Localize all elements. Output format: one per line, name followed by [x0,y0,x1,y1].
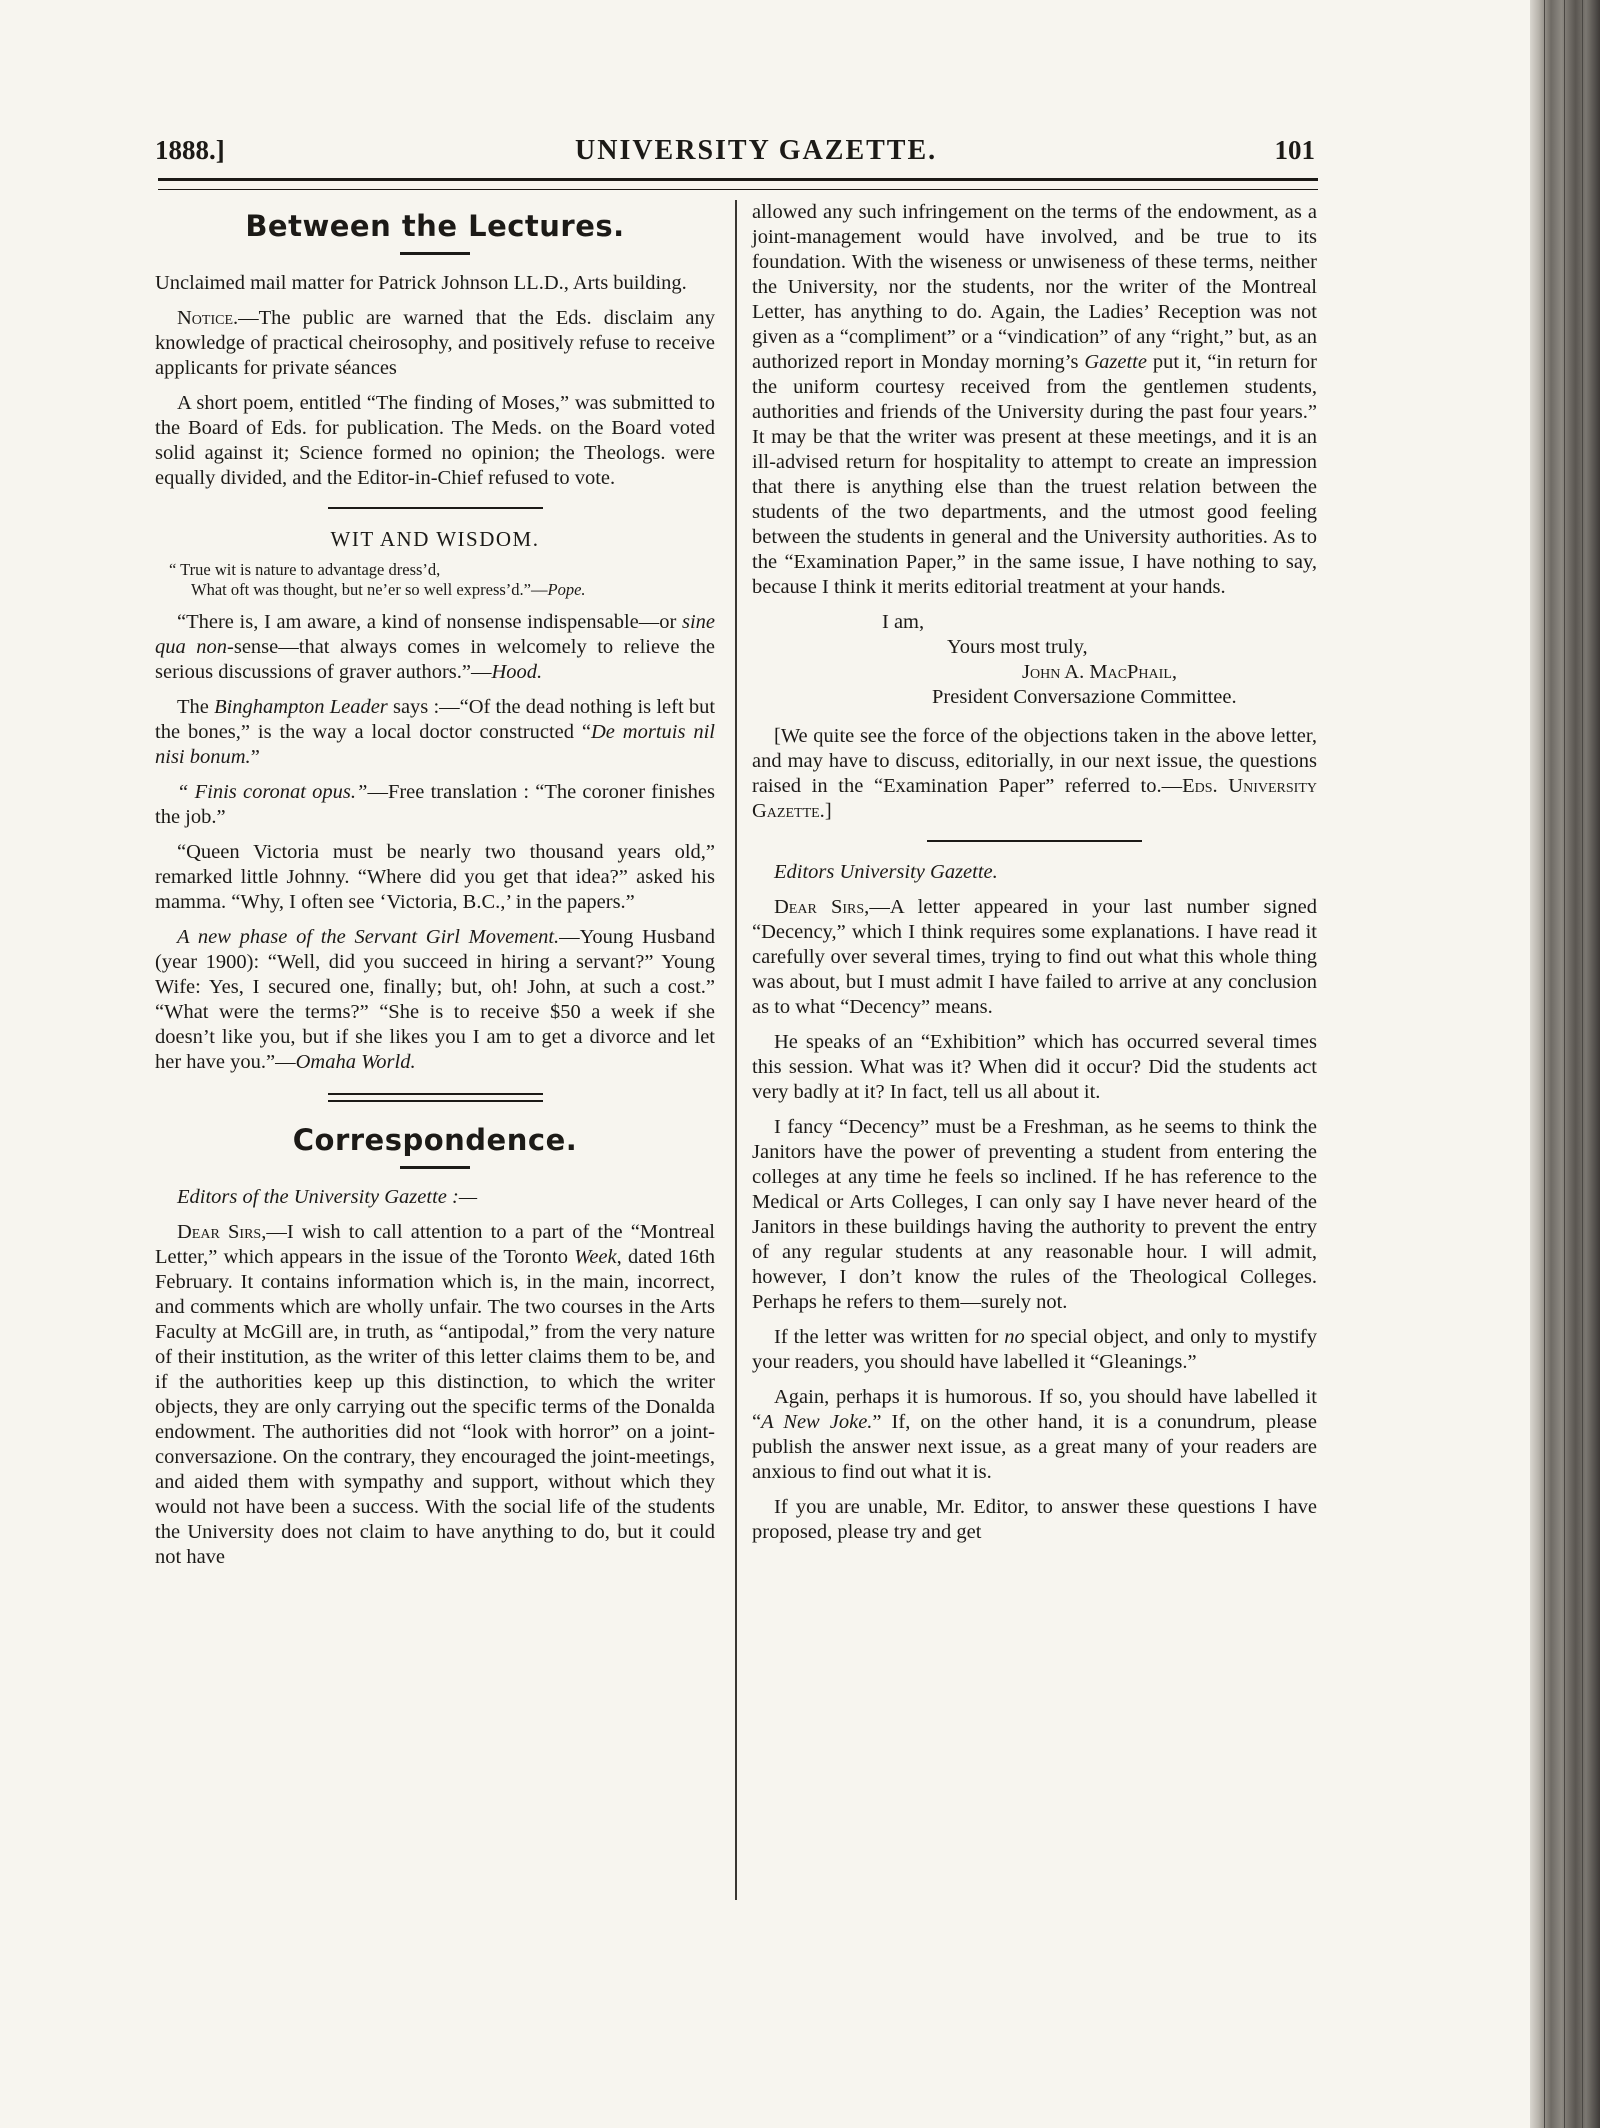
divider-rule [927,840,1142,842]
salutation: Editors of the University Gazette :— [177,1186,478,1208]
text-italic: A new phase of the Servant Girl Movement. [177,926,560,948]
signoff-name: John A. MacPhail, [1022,661,1177,683]
signature-block [752,610,1317,710]
paragraph: “Queen Victoria must be nearly two thousand years old,” remarked little Johnny. “Where did you get that idea?” asked his mamma. “Why, I often see ‘Victoria, B.C.,’ in the papers.” [155,841,715,913]
text: , dated 16th February. It contains information which is, in the main, incorrect, and comments which are wholly unfair. The two courses in the Arts Faculty at McGill are, in truth, as “antipodal,” from the very nature of their institution, as the writer of this letter claims them to be, and if the authorities keep up this distinction, to which the writer objects, they are only carrying out the specific terms of the Donalda endowment. The authorities did not “look with horror” on a joint-conversazione. On the contrary, they encouraged the joint-meetings, and aided them with sympathy and support, without which they would not have been a success. With the social life of the students the University does not claim to have anything to do, but it could not have [155,1246,715,1568]
paragraph [155,925,715,1075]
signoff-line: I am, [882,611,925,633]
text: If the letter was written for [774,1326,1005,1348]
text: special object, and only to mystify your readers, you should have labelled it “Gleanings.” [752,1326,1317,1373]
epigraph-line: “ True wit is nature to advantage dress’d, [169,560,441,579]
text: “There is, I am aware, a kind of nonsense indispensable—or [177,611,682,633]
editor-note [752,724,1317,824]
header-title: UNIVERSITY GAZETTE. [575,135,938,166]
text-italic: Binghampton Leader [214,696,388,718]
book-spine-edge [1530,0,1600,2128]
section-heading-between-lectures: Between the Lectures. [245,209,625,243]
paragraph [752,1325,1317,1375]
salutation: Editors University Gazette. [774,861,998,883]
text-italic: no [1004,1326,1025,1348]
epigraph-attribution: Pope. [547,580,586,599]
text: allowed any such infringement on the terms of the endowment, as a joint-management would have involved, and be true to its foundation. With the wiseness or unwiseness of these terms, neither the University, nor the students, nor the writer of the Montreal Letter, has anything to do. Again, the Ladies’ Reception was not given as a “compliment” or a “vindication” of any “right,” but, as an authorized report in Monday morning’s [752,201,1317,373]
subheading-wit-and-wisdom: WIT AND WISDOM. [330,527,540,551]
spine-line [1564,0,1565,2128]
text-italic: Week [574,1246,617,1268]
running-head [155,135,1315,175]
text: The [177,696,215,718]
text: Again, perhaps it is humorous. If so, you should have labelled it “ [752,1386,1317,1433]
paragraph [155,695,715,770]
paragraph: A short poem, entitled “The finding of Moses,” was submitted to the Board of Eds. for publication. The Meds. on the Board voted solid against it; Science formed no opinion; the Theologs. were equally divided, and the Editor-in-Chief refused to vote. [155,392,715,489]
paragraph: He speaks of an “Exhibition” which has occurred several times this session. What was it? When did it occur? Did the students act very badly at it? In fact, tell us all about it. [752,1031,1317,1103]
text-italic: De mortuis nil nisi bonum. [155,721,715,768]
signoff-title: President Conversazione Committee. [932,686,1237,708]
attribution: Omaha World. [295,1051,416,1073]
paragraph [752,895,1317,1020]
epigraph-line [155,580,715,600]
divider-rule-double [328,1093,543,1102]
paragraph [155,780,715,830]
paragraph: I fancy “Decency” must be a Freshman, as he seems to think the Janitors have the power of preventing a student from entering the colleges at any time he feels so inclined. If he has reference to the Medical or Arts Colleges, I can only say I have never heard of the Janitors in these buildings having the authority to prevent the entry of any regular students at any reasonable hour. I will admit, however, I don’t know the rules of the Theological Colleges. Perhaps he refers to them—surely not. [752,1116,1317,1313]
spine-line [1582,0,1583,2128]
paragraph: Unclaimed mail matter for Patrick Johnson LL.D., Arts building. [155,272,687,294]
text-italic: “ Finis coronat opus.” [177,781,368,803]
paragraph: If you are unable, Mr. Editor, to answer these questions I have proposed, please try and get [752,1496,1317,1543]
salutation-lead: Dear Sirs, [177,1221,267,1243]
paragraph [155,1220,715,1570]
paragraph [752,1385,1317,1485]
text-smallcaps: Eds. University Gazette. [752,775,1317,822]
notice-lead: Notice. [177,307,239,329]
left-column [155,200,715,1580]
paragraph [752,200,1317,600]
text: —Free translation : “The coroner finishes the job.” [155,781,716,828]
paragraph [155,610,715,685]
short-rule [400,1166,470,1169]
header-year: 1888.] [155,135,225,165]
text: ” [250,746,260,768]
page-number: 101 [1274,135,1315,165]
notice-text: —The public are warned that the Eds. disclaim any knowledge of practical cheirosophy, and positively refuse to receive applicants for private séances [155,307,715,379]
paragraph [155,306,715,381]
signoff-line: Yours most truly, [947,636,1088,658]
column-divider [735,200,737,1900]
text: ” If, on the other hand, it is a conundrum, please publish the answer next issue, as a great many of your readers are anxious to find out what it is. [752,1411,1317,1483]
text-italic: sine qua non [155,611,715,658]
epigraph-text: What oft was thought, but ne’er so well express’d.”— [191,580,548,599]
text-italic: A New Joke. [761,1411,873,1433]
attribution: Hood. [491,661,543,683]
text: [We quite see the force of the objections taken in the above letter, and may have to discuss, editorially, in our next issue, the questions raised in the “Examination Paper” referred to.— [752,725,1317,797]
text: says :—“Of the dead nothing is left but the bones,” is the way a local doctor constructed “ [155,696,716,743]
text: ] [824,800,832,822]
text: put it, “in return for the uniform courtesy received from the gentlemen students, authorities and friends of the University during the past four years.” It may be that the writer was present at these meetings, and it is an ill-advised return for hospitality to attempt to create an impression that there is anything else than the truest relation between the students of the two departments, and the utmost good feeling between the students in general and the University authorities. As to the “Examination Paper,” in the same issue, I have nothing to say, because I think it merits editorial treatment at your hands. [752,351,1317,598]
right-column [752,200,1317,1555]
header-rule [158,178,1318,190]
section-heading-correspondence: Correspondence. [292,1123,578,1157]
text: —I wish to call attention to a part of the “Montreal Letter,” which appears in the issue of the Toronto [155,1221,715,1268]
short-rule [400,252,470,255]
text: -sense—that always comes in welcomely to relieve the serious discussions of graver authors.”— [155,636,716,683]
epigraph [155,560,715,600]
text: —A letter appeared in your last number signed “Decency,” which I think requires some explanations. I have read it carefully over several times, trying to find out what this whole thing was about, but I must admit I have failed to arrive at any conclusion as to what “Decency” means. [752,896,1318,1018]
salutation-lead: Dear Sirs, [774,896,870,918]
text: —Young Husband (year 1900): “Well, did you succeed in hiring a servant?” Young Wife: Yes, I secured one, finally; but, oh! John, at such a cost.” “What were the terms?” “She is to receive $50 a week if she doesn’t like you, but if she likes you I am to get a divorce and let her have you.”— [155,926,715,1073]
text-italic: Gazette [1084,351,1147,373]
divider-rule [328,507,543,509]
spine-line [1544,0,1545,2128]
